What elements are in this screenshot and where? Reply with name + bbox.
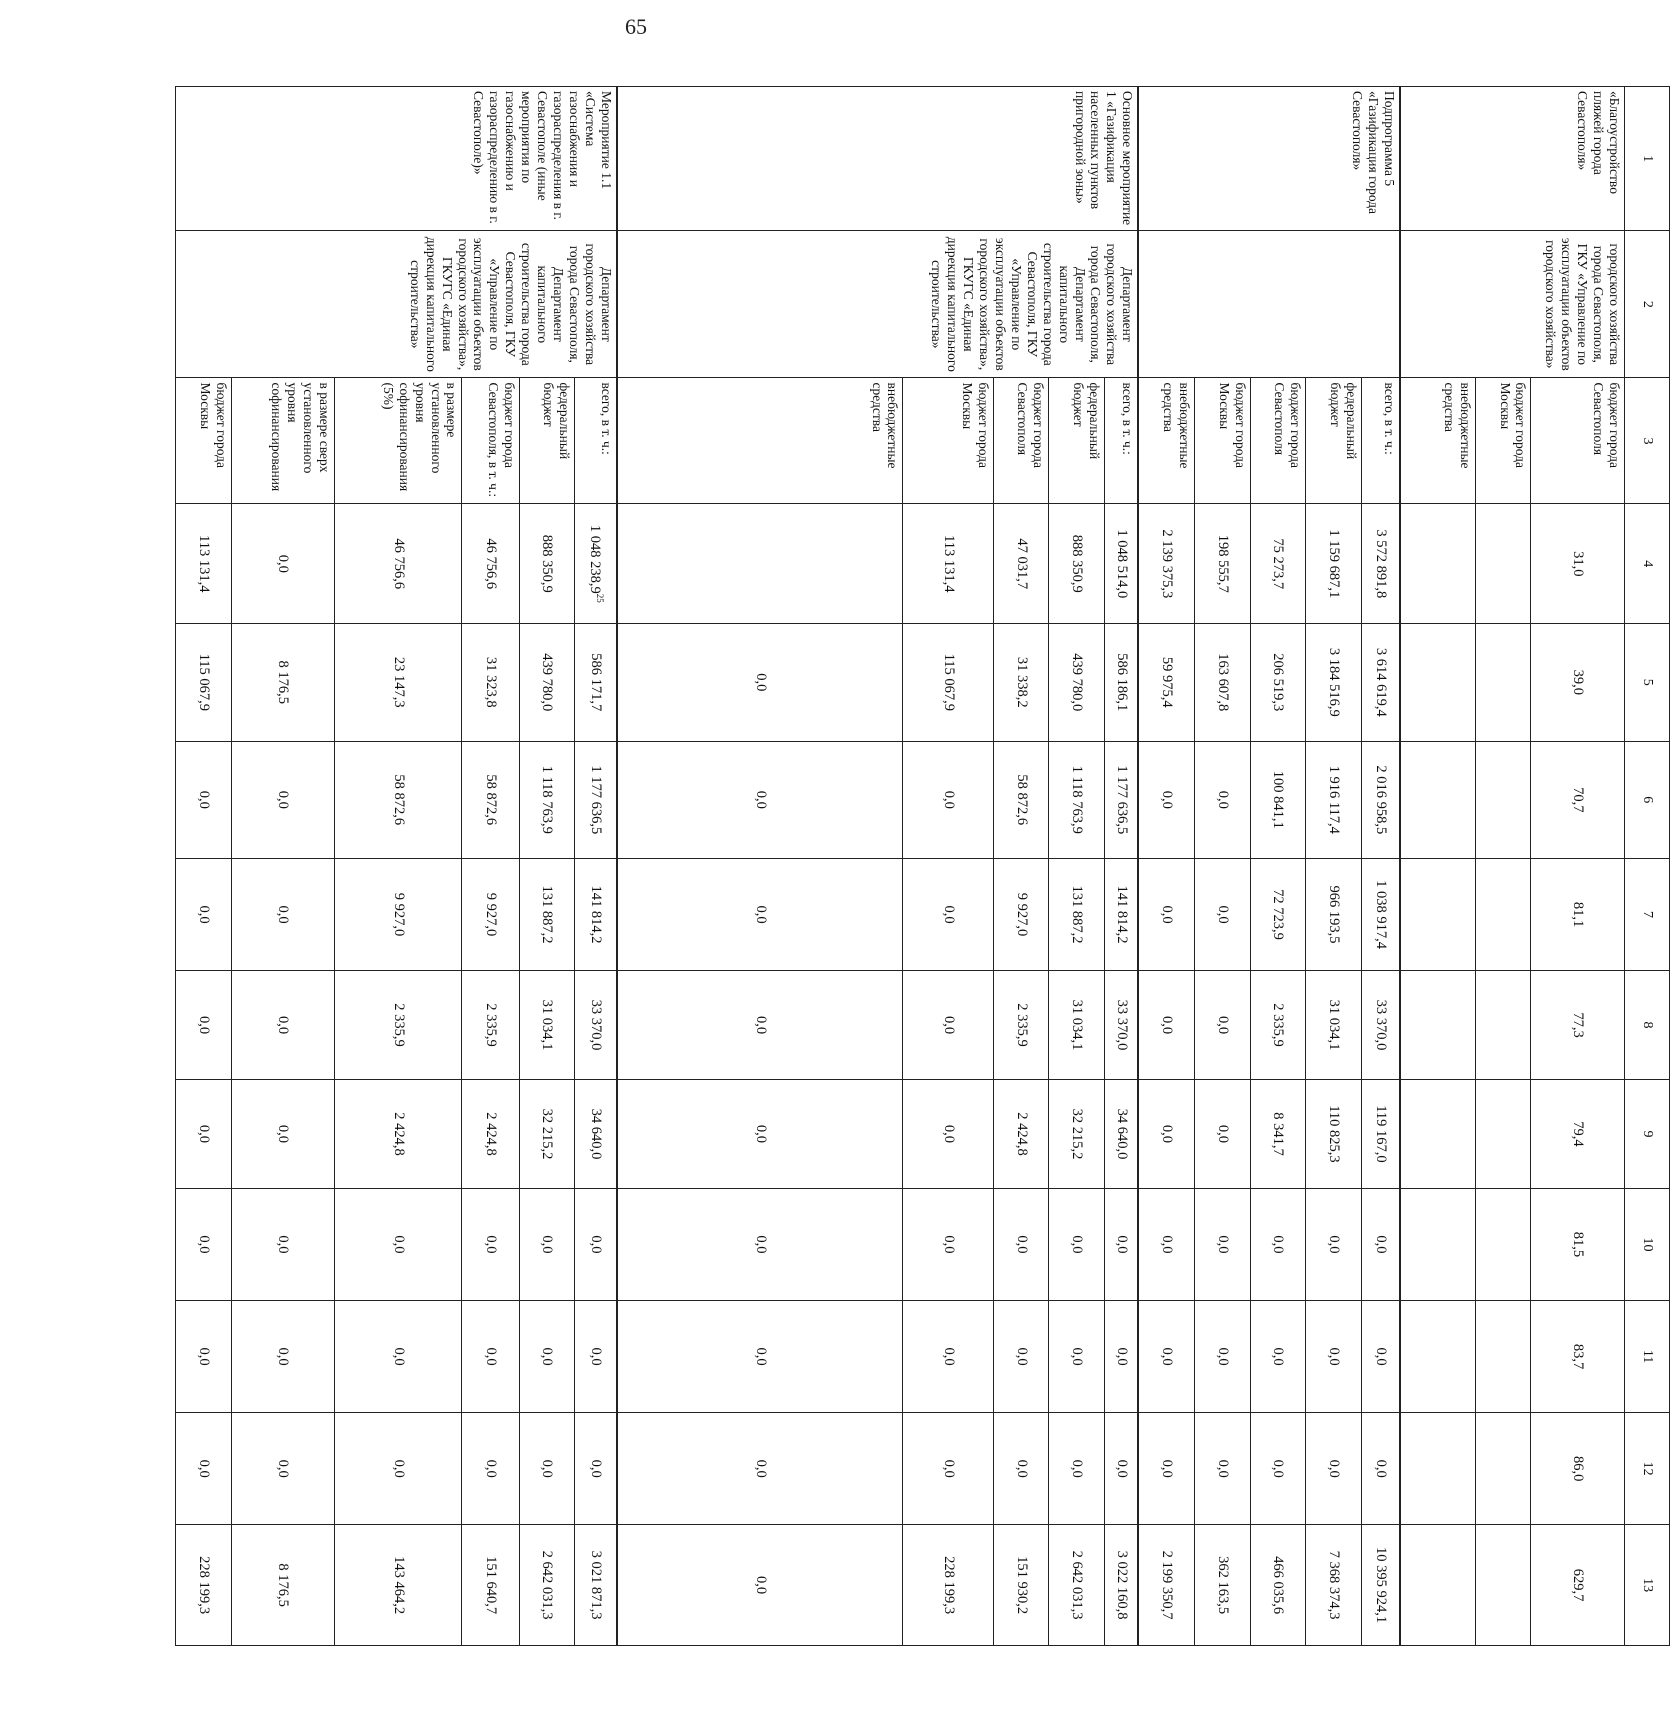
value-cell: 2 335,9 [993, 971, 1048, 1080]
value-cell: 58 872,6 [462, 741, 519, 858]
value-cell: 0,0 [1138, 1188, 1194, 1300]
value-cell: 2 424,8 [462, 1080, 519, 1189]
value-cell: 0,0 [231, 1413, 334, 1525]
value-cell: 0,0 [231, 1301, 334, 1413]
value-cell: 0,0 [176, 741, 232, 858]
value-cell: 0,0 [903, 1080, 993, 1189]
value-cell: 1 118 763,9 [1049, 741, 1104, 858]
funding-source-cell: бюджет города Севастополя [993, 378, 1048, 504]
value-cell: 31 323,8 [462, 624, 519, 741]
funding-source-cell: бюджет города Москвы [1475, 378, 1530, 504]
value-cell: 466 035,6 [1250, 1525, 1305, 1646]
funding-source-cell: в размере сверх установленного уровня софинансирования [231, 378, 334, 504]
value-cell: 0,0 [617, 1525, 903, 1646]
value-cell: 86,0 [1531, 1413, 1624, 1525]
value-cell [1400, 858, 1475, 970]
value-cell: 0,0 [993, 1413, 1048, 1525]
value-cell: 0,0 [575, 1413, 617, 1525]
value-cell [1400, 504, 1475, 624]
value-cell: 31 338,2 [993, 624, 1048, 741]
value-cell: 0,0 [903, 741, 993, 858]
value-cell [1400, 1413, 1475, 1525]
value-cell [1400, 971, 1475, 1080]
value-cell: 1 177 636,5 [575, 741, 617, 858]
value-cell: 0,0 [1306, 1413, 1361, 1525]
value-cell: 0,0 [231, 971, 334, 1080]
value-cell: 31 034,1 [1306, 971, 1361, 1080]
value-cell: 8 341,7 [1250, 1080, 1305, 1189]
value-cell: 0,0 [1138, 1413, 1194, 1525]
value-cell: 75 273,7 [1250, 504, 1305, 624]
value-cell: 0,0 [1138, 1080, 1194, 1189]
value-cell: 0,0 [1250, 1413, 1305, 1525]
program-name-cell: Подпрограмма 5 «Газификация города Севастополя» [1138, 87, 1400, 231]
value-cell: 46 756,6 [335, 504, 462, 624]
value-cell: 629,7 [1531, 1525, 1624, 1646]
funding-source-cell: всего, в т. ч.: [575, 378, 617, 504]
funding-source-cell: бюджет города Москвы [1195, 378, 1250, 504]
value-cell: 586 171,7 [575, 624, 617, 741]
program-name-cell: Мероприятие 1.1 «Система газоснабжения и газораспределения в г. Севастополе (иные мероприятия по газоснабжению и газораспределению в г. Севастополе)» [176, 87, 617, 231]
funding-source-cell: бюджет города Москвы [176, 378, 232, 504]
budget-table [175, 86, 1670, 1646]
header-cell: 4 [1624, 504, 1669, 624]
value-cell: 151 930,2 [993, 1525, 1048, 1646]
funding-source-cell: внебюджетные средства [1138, 378, 1194, 504]
value-cell: 198 555,7 [1195, 504, 1250, 624]
value-cell: 0,0 [1138, 1301, 1194, 1413]
value-cell: 439 780,0 [519, 624, 574, 741]
value-cell: 2 199 350,7 [1138, 1525, 1194, 1646]
value-cell: 9 927,0 [462, 858, 519, 970]
value-cell: 0,0 [1138, 971, 1194, 1080]
value-cell [1475, 1301, 1530, 1413]
funding-source-cell: федеральный бюджет [1306, 378, 1361, 504]
value-cell: 1 118 763,9 [519, 741, 574, 858]
value-cell: 143 464,2 [335, 1525, 462, 1646]
value-cell: 141 814,2 [575, 858, 617, 970]
value-cell: 0,0 [176, 971, 232, 1080]
value-cell: 0,0 [903, 1413, 993, 1525]
header-cell: 3 [1624, 378, 1669, 504]
value-cell: 0,0 [176, 858, 232, 970]
value-cell: 2 642 031,3 [1049, 1525, 1104, 1646]
value-cell: 0,0 [1138, 741, 1194, 858]
table-row [575, 87, 617, 1646]
funding-source-cell: федеральный бюджет [1049, 378, 1104, 504]
value-cell: 0,0 [1195, 1301, 1250, 1413]
value-cell: 0,0 [231, 858, 334, 970]
value-cell: 3 572 891,8 [1361, 504, 1400, 624]
value-cell: 228 199,3 [176, 1525, 232, 1646]
executor-cell: городского хозяйства города Севастополя, ГКУ «Управление по эксплуатации объектов городского хозяйства» [1400, 231, 1624, 378]
value-cell: 0,0 [176, 1301, 232, 1413]
header-cell: 10 [1624, 1188, 1669, 1300]
value-cell: 32 215,2 [519, 1080, 574, 1189]
value-cell: 2 642 031,3 [519, 1525, 574, 1646]
footnote-marker: 25 [594, 593, 605, 603]
value-cell: 110 825,3 [1306, 1080, 1361, 1189]
value-text: 1 048 238,9 [587, 524, 604, 594]
value-cell: 3 184 516,9 [1306, 624, 1361, 741]
value-cell: 0,0 [617, 1188, 903, 1300]
value-cell: 0,0 [617, 624, 903, 741]
header-cell: 12 [1624, 1413, 1669, 1525]
value-cell: 0,0 [1306, 1188, 1361, 1300]
value-cell: 0,0 [231, 741, 334, 858]
value-cell: 0,0 [335, 1413, 462, 1525]
value-cell: 131 887,2 [1049, 858, 1104, 970]
value-cell: 0,0 [617, 1080, 903, 1189]
value-cell: 586 186,1 [1104, 624, 1138, 741]
value-cell: 888 350,9 [1049, 504, 1104, 624]
value-cell [1400, 1301, 1475, 1413]
value-cell: 0,0 [993, 1301, 1048, 1413]
value-cell: 115 067,9 [903, 624, 993, 741]
value-cell: 100 841,1 [1250, 741, 1305, 858]
value-cell: 362 163,5 [1195, 1525, 1250, 1646]
value-cell: 9 927,0 [993, 858, 1048, 970]
value-cell: 33 370,0 [1361, 971, 1400, 1080]
value-cell: 31 034,1 [519, 971, 574, 1080]
value-cell: 3 021 871,3 [575, 1525, 617, 1646]
value-cell: 1 177 636,5 [1104, 741, 1138, 858]
value-cell: 0,0 [1049, 1188, 1104, 1300]
value-cell: 0,0 [903, 1301, 993, 1413]
value-cell [575, 504, 617, 624]
value-cell: 2 424,8 [993, 1080, 1048, 1189]
value-cell: 0,0 [617, 1301, 903, 1413]
value-cell: 0,0 [176, 1080, 232, 1189]
executor-cell: Департамент городского хозяйства города Севастополя, Департамент капитального строительства города Севастополя, ГКУ «Управление по эксплуатации объектов городского хозяйства», ГКУГС «Единая дирекция капитального строительства» [176, 231, 617, 378]
value-cell: 0,0 [176, 1188, 232, 1300]
value-cell: 966 193,5 [1306, 858, 1361, 970]
value-cell: 10 395 924,1 [1361, 1525, 1400, 1646]
value-cell: 58 872,6 [993, 741, 1048, 858]
funding-source-cell: бюджет города Севастополя, в т. ч.: [462, 378, 519, 504]
value-cell: 39,0 [1531, 624, 1624, 741]
value-cell: 81,5 [1531, 1188, 1624, 1300]
value-cell: 0,0 [1195, 1188, 1250, 1300]
value-cell: 0,0 [617, 971, 903, 1080]
value-cell: 31 034,1 [1049, 971, 1104, 1080]
value-cell: 32 215,2 [1049, 1080, 1104, 1189]
value-cell: 439 780,0 [1049, 624, 1104, 741]
header-cell: 13 [1624, 1525, 1669, 1646]
value-cell: 2 335,9 [335, 971, 462, 1080]
value-cell: 0,0 [1104, 1301, 1138, 1413]
header-cell: 7 [1624, 858, 1669, 970]
header-row [1624, 87, 1669, 1646]
header-cell: 8 [1624, 971, 1669, 1080]
value-cell: 0,0 [519, 1301, 574, 1413]
value-cell [1400, 624, 1475, 741]
value-cell: 59 975,4 [1138, 624, 1194, 741]
funding-source-cell: федеральный бюджет [519, 378, 574, 504]
page-number: 65 [625, 14, 647, 39]
value-cell: 0,0 [1306, 1301, 1361, 1413]
value-cell [1475, 1413, 1530, 1525]
value-cell: 0,0 [903, 858, 993, 970]
value-cell: 9 927,0 [335, 858, 462, 970]
header-cell: 9 [1624, 1080, 1669, 1189]
value-cell: 119 167,0 [1361, 1080, 1400, 1189]
value-cell: 0,0 [1138, 858, 1194, 970]
value-cell: 0,0 [1104, 1188, 1138, 1300]
value-cell: 0,0 [1361, 1188, 1400, 1300]
value-cell [1475, 741, 1530, 858]
rotated-table-container [175, 86, 1670, 1646]
table-row [1361, 87, 1400, 1646]
funding-source-cell: бюджет города Севастополя [1250, 378, 1305, 504]
table-row [1104, 87, 1138, 1646]
value-cell: 0,0 [519, 1188, 574, 1300]
value-cell: 0,0 [462, 1413, 519, 1525]
header-cell: 5 [1624, 624, 1669, 741]
value-cell: 131 887,2 [519, 858, 574, 970]
value-cell: 0,0 [617, 858, 903, 970]
value-cell: 0,0 [903, 1188, 993, 1300]
value-cell: 46 756,6 [462, 504, 519, 624]
value-cell: 3 614 619,4 [1361, 624, 1400, 741]
value-cell: 0,0 [1195, 1413, 1250, 1525]
value-cell: 2 335,9 [1250, 971, 1305, 1080]
value-cell: 58 872,6 [335, 741, 462, 858]
value-cell: 0,0 [1195, 741, 1250, 858]
value-cell: 1 048 514,0 [1104, 504, 1138, 624]
value-cell: 115 067,9 [176, 624, 232, 741]
header-cell: 2 [1624, 231, 1669, 378]
value-cell: 1 159 687,1 [1306, 504, 1361, 624]
value-cell: 0,0 [1195, 1080, 1250, 1189]
value-cell: 163 607,8 [1195, 624, 1250, 741]
value-cell [1475, 1080, 1530, 1189]
value-cell: 34 640,0 [1104, 1080, 1138, 1189]
value-cell [1475, 504, 1530, 624]
value-cell [1400, 1188, 1475, 1300]
value-cell: 81,1 [1531, 858, 1624, 970]
value-cell: 0,0 [617, 1413, 903, 1525]
funding-source-cell: бюджет города Севастополя [1531, 378, 1624, 504]
executor-cell: Департамент городского хозяйства города Севастополя, Департамент капитального строительства города Севастополя, ГКУ «Управление по эксплуатации объектов городского хозяйства», ГКУГС «Единая дирекция капитального строительства» [617, 231, 1139, 378]
value-cell: 0,0 [519, 1413, 574, 1525]
value-cell [1475, 971, 1530, 1080]
value-cell: 47 031,7 [993, 504, 1048, 624]
value-cell: 0,0 [575, 1188, 617, 1300]
funding-source-cell: внебюджетные средства [617, 378, 903, 504]
value-cell: 0,0 [1361, 1413, 1400, 1525]
value-cell: 228 199,3 [903, 1525, 993, 1646]
value-cell: 0,0 [1361, 1301, 1400, 1413]
value-cell: 23 147,3 [335, 624, 462, 741]
value-cell: 0,0 [231, 1188, 334, 1300]
value-cell: 72 723,9 [1250, 858, 1305, 970]
value-cell: 8 176,5 [231, 1525, 334, 1646]
value-cell [1475, 1188, 1530, 1300]
value-cell: 70,7 [1531, 741, 1624, 858]
program-name-cell: «Благоустройство пляжей города Севастополя» [1400, 87, 1624, 231]
value-cell: 83,7 [1531, 1301, 1624, 1413]
value-cell: 2 335,9 [462, 971, 519, 1080]
value-cell: 141 814,2 [1104, 858, 1138, 970]
funding-source-cell: бюджет города Москвы [903, 378, 993, 504]
funding-source-cell: в размере установленного уровня софинансирования (5%) [335, 378, 462, 504]
header-cell: 11 [1624, 1301, 1669, 1413]
value-cell: 0,0 [231, 504, 334, 624]
value-cell: 34 640,0 [575, 1080, 617, 1189]
value-cell: 0,0 [1195, 971, 1250, 1080]
value-cell: 0,0 [335, 1188, 462, 1300]
value-cell: 0,0 [335, 1301, 462, 1413]
value-cell: 33 370,0 [575, 971, 617, 1080]
value-cell: 0,0 [231, 1080, 334, 1189]
value-cell: 1 916 117,4 [1306, 741, 1361, 858]
funding-source-cell: всего, в т. ч.: [1104, 378, 1138, 504]
value-cell: 0,0 [462, 1301, 519, 1413]
value-cell: 3 022 160,8 [1104, 1525, 1138, 1646]
value-cell: 0,0 [1250, 1188, 1305, 1300]
header-cell: 6 [1624, 741, 1669, 858]
value-cell: 0,0 [1049, 1301, 1104, 1413]
program-name-cell: Основное мероприятие 1 «Газификация населенных пунктов пригородной зоны» [617, 87, 1139, 231]
value-cell: 0,0 [617, 741, 903, 858]
value-cell: 206 519,3 [1250, 624, 1305, 741]
value-cell: 0,0 [1195, 858, 1250, 970]
header-cell: 1 [1624, 87, 1669, 231]
value-cell [1475, 624, 1530, 741]
value-cell [1475, 1525, 1530, 1646]
value-cell [617, 504, 903, 624]
value-cell: 0,0 [176, 1413, 232, 1525]
value-cell: 0,0 [1049, 1413, 1104, 1525]
executor-cell [1138, 231, 1400, 378]
value-cell: 113 131,4 [903, 504, 993, 624]
value-cell: 151 640,7 [462, 1525, 519, 1646]
value-cell: 1 038 917,4 [1361, 858, 1400, 970]
value-cell [1400, 1080, 1475, 1189]
value-cell: 2 139 375,3 [1138, 504, 1194, 624]
value-cell: 8 176,5 [231, 624, 334, 741]
table-row [1531, 87, 1624, 1646]
value-cell: 33 370,0 [1104, 971, 1138, 1080]
value-cell: 0,0 [462, 1188, 519, 1300]
value-cell: 0,0 [575, 1301, 617, 1413]
value-cell [1400, 1525, 1475, 1646]
value-cell [1400, 741, 1475, 858]
value-cell: 31,0 [1531, 504, 1624, 624]
value-cell: 7 368 374,3 [1306, 1525, 1361, 1646]
value-cell: 0,0 [993, 1188, 1048, 1300]
value-cell: 0,0 [1250, 1301, 1305, 1413]
value-cell: 0,0 [1104, 1413, 1138, 1525]
value-cell [1475, 858, 1530, 970]
value-cell: 2 424,8 [335, 1080, 462, 1189]
value-cell: 0,0 [903, 971, 993, 1080]
value-cell: 888 350,9 [519, 504, 574, 624]
value-cell: 79,4 [1531, 1080, 1624, 1189]
funding-source-cell: внебюджетные средства [1400, 378, 1475, 504]
value-cell: 113 131,4 [176, 504, 232, 624]
funding-source-cell: всего, в т. ч.: [1361, 378, 1400, 504]
value-cell: 2 016 958,5 [1361, 741, 1400, 858]
value-cell: 77,3 [1531, 971, 1624, 1080]
